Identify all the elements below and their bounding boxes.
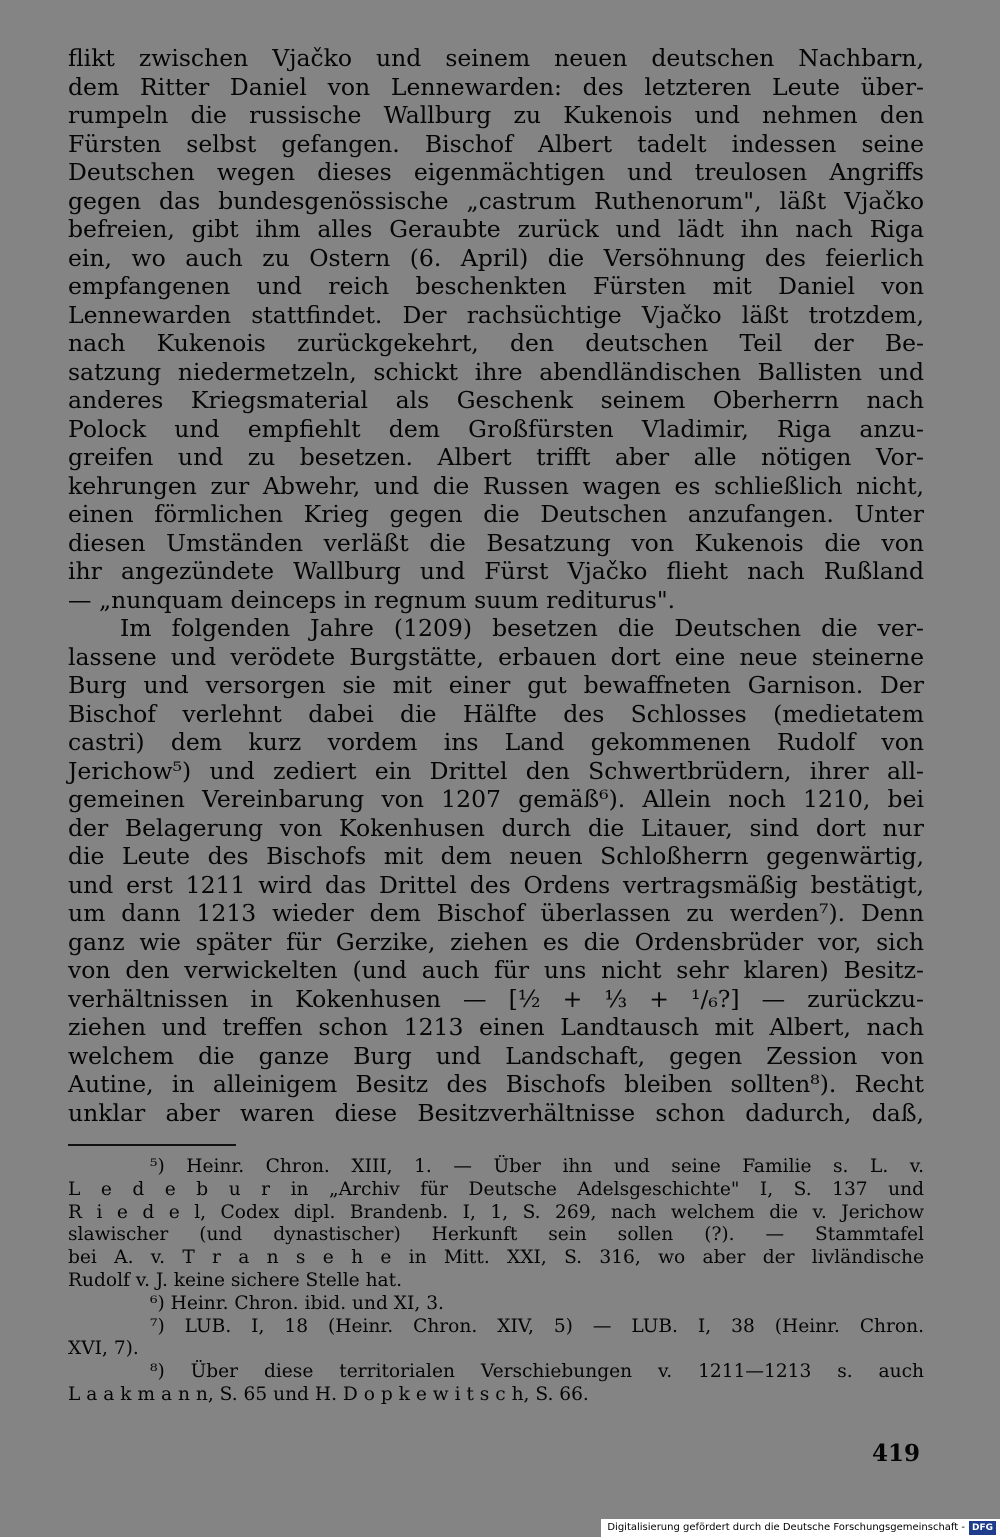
body-line: der Belagerung von Kokenhusen durch die Litauer, sind dort nur [68,813,924,842]
page-number: 419 [871,1440,920,1467]
body-line: welchem die ganze Burg und Landschaft, gegen Zession von [68,1041,924,1070]
body-line: ziehen und treffen schon 1213 einen Landtausch mit Albert, nach [68,1013,924,1041]
body-line: nach Kukenois zurückgekehrt, den deutschen Teil der Be- [68,329,924,357]
body-line: unklar aber waren diese Besitzverhältnisse schon dadurch, daß, [68,1098,924,1127]
body-line: ganz wie später für Gerzike, ziehen es die Ordensbrüder vor, sich [68,927,924,956]
body-line: ihr angezündete Wallburg und Fürst Vjačko flieht nach Rußland [68,557,924,585]
body-line: gemeinen Vereinbarung von 1207 gemäß⁶). Allein noch 1210, bei [68,785,924,813]
body-line: diesen Umständen verläßt die Besatzung von Kukenois die von [68,528,924,557]
body-line: Fürsten selbst gefangen. Bischof Albert tadelt indessen seine [68,129,924,158]
footnote-line: L e d e b u r in „Archiv für Deutsche Adelsgeschichte" I, S. 137 und [68,1178,924,1200]
body-line: greifen und zu besetzen. Albert trifft aber alle nötigen Vor- [68,443,924,471]
body-line: Polock und empfiehlt dem Großfürsten Vladimir, Riga anzu- [68,414,924,443]
footnote-line: bei A. v. T r a n s e h e in Mitt. XXI, S. 316, wo aber der livländische [68,1247,924,1269]
footnotes [68,1156,924,1407]
footnote-rule [68,1144,236,1146]
body-line: und erst 1211 wird das Drittel des Ordens vertragsmäßig bestätigt, [68,870,924,899]
body-line: gegen das bundesgenössische „castrum Ruthenorum", läßt Vjačko [68,186,924,215]
dfg-logo: DFG [969,1521,996,1535]
body-line: castri) dem kurz vordem ins Land gekommenen Rudolf von [68,728,924,756]
body-line: flikt zwischen Vjačko und seinem neuen deutschen Nachbarn, [68,44,924,72]
body-line: lassene und verödete Burgstätte, erbauen dort eine neue steinerne [68,642,924,671]
body-line: satzung niedermetzeln, schickt ihre abendländischen Ballisten und [68,357,924,386]
body-line: Autine, in alleinigem Besitz des Bischofs bleiben sollten⁸). Recht [68,1070,924,1098]
body-line: — „nunquam deinceps in regnum suum rediturus". [68,585,676,614]
footnote-line: ⁸) Über diese territorialen Verschiebungen v. 1211—1213 s. auch [150,1361,924,1383]
body-line: empfangenen und reich beschenkten Fürsten mit Daniel von [68,272,924,300]
body-line: Burg und versorgen sie mit einer gut bewaffneten Garnison. Der [68,671,924,699]
body-line: Jerichow⁵) und zediert ein Drittel den Schwertbrüdern, ihrer all- [68,756,924,785]
body-line: dem Ritter Daniel von Lennewarden: des letzteren Leute über- [68,72,924,101]
footnote-line: Rudolf v. J. keine sichere Stelle hat. [68,1269,403,1291]
body-text [68,44,924,1127]
footnote-line: ⁵) Heinr. Chron. XIII, 1. — Über ihn und seine Familie s. L. v. [150,1156,924,1177]
body-line: Deutschen wegen dieses eigenmächtigen und treulosen Angriffs [68,158,924,186]
body-line: Lennewarden stattfindet. Der rachsüchtige Vjačko läßt trotzdem, [68,300,924,329]
body-line: die Leute des Bischofs mit dem neuen Schloßherrn gegenwärtig, [68,842,924,870]
body-line: Bischof verlehnt dabei die Hälfte des Schlosses (medietatem [68,699,924,728]
footnote-line: slawischer (und dynastischer) Herkunft sein sollen (?). — Stammtafel [68,1224,924,1246]
digitization-credit [601,1519,1000,1537]
footnote-line: ⁷) LUB. I, 18 (Heinr. Chron. XIV, 5) — LUB. I, 38 (Heinr. Chron. [150,1315,924,1337]
body-line: rumpeln die russische Wallburg zu Kukenois und nehmen den [68,101,924,129]
body-line: von den verwickelten (und auch für uns nicht sehr klaren) Besitz- [68,956,924,984]
body-line: verhältnissen in Kokenhusen — [½ + ⅓ + ¹/₆?] — zurückzu- [68,984,924,1013]
body-line: um dann 1213 wieder dem Bischof überlassen zu werden⁷). Denn [68,899,924,927]
credit-text: Digitalisierung gefördert durch die Deutsche Forschungsgemeinschaft - [607,1522,965,1533]
footnote-line: XVI, 7). [68,1338,139,1360]
body-line: befreien, gibt ihm alles Geraubte zurück und lädt ihn nach Riga [68,215,924,243]
body-line: anderes Kriegsmaterial als Geschenk seinem Oberherrn nach [68,386,924,414]
footnote-line: R i e d e l, Codex dipl. Brandenb. I, 1, S. 269, nach welchem die v. Jerichow [68,1201,924,1223]
body-line: ein, wo auch zu Ostern (6. April) die Versöhnung des feierlich [68,243,924,272]
footnote-line: L a a k m a n n, S. 65 und H. D o p k e w i t s c h, S. 66. [68,1383,589,1405]
body-line: kehrungen zur Abwehr, und die Russen wagen es schließlich nicht, [68,471,924,500]
body-line: einen förmlichen Krieg gegen die Deutschen anzufangen. Unter [68,500,924,528]
body-line: Im folgenden Jahre (1209) besetzen die Deutschen die ver- [120,614,924,642]
footnote-line: ⁶) Heinr. Chron. ibid. und XI, 3. [150,1292,444,1314]
